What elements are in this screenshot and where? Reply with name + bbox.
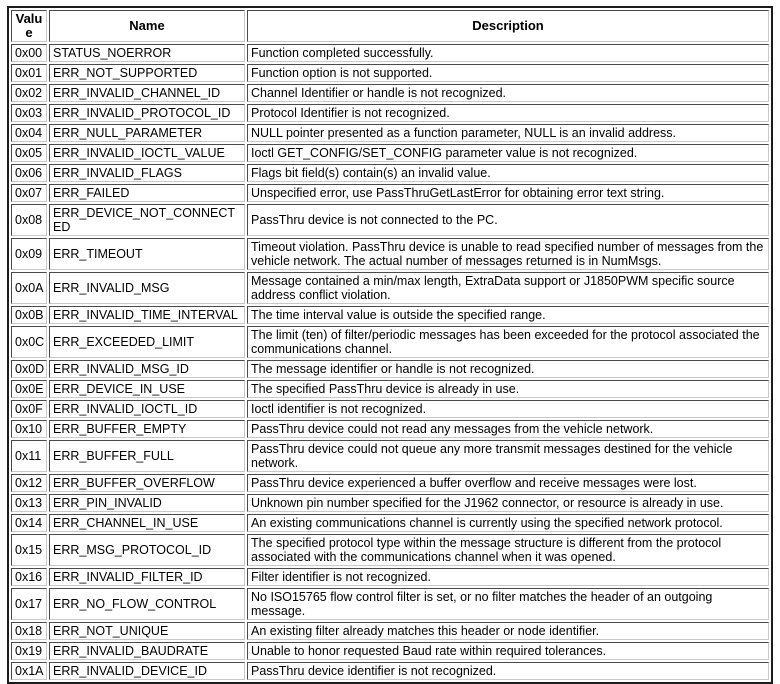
- cell-description: Function completed successfully.: [247, 44, 769, 62]
- column-header-description: Description: [247, 10, 769, 42]
- cell-description: PassThru device is not connected to the PC.: [247, 204, 769, 236]
- table-row: [11, 400, 769, 418]
- cell-description: PassThru device could not read any messages from the vehicle network.: [247, 420, 769, 438]
- cell-value: 0x0D: [11, 360, 47, 378]
- table-row: [11, 238, 769, 270]
- table-row: [11, 184, 769, 202]
- table-row: [11, 124, 769, 142]
- cell-name: ERR_DEVICE_IN_USE: [49, 380, 245, 398]
- table-row: [11, 568, 769, 586]
- cell-description: Protocol Identifier is not recognized.: [247, 104, 769, 122]
- cell-description: NULL pointer presented as a function parameter, NULL is an invalid address.: [247, 124, 769, 142]
- cell-description: PassThru device identifier is not recognized.: [247, 662, 769, 680]
- cell-value: 0x0A: [11, 272, 47, 304]
- cell-value: 0x17: [11, 588, 47, 620]
- cell-value: 0x07: [11, 184, 47, 202]
- cell-value: 0x10: [11, 420, 47, 438]
- cell-name: ERR_BUFFER_EMPTY: [49, 420, 245, 438]
- cell-name: ERR_NULL_PARAMETER: [49, 124, 245, 142]
- cell-description: Channel Identifier or handle is not recognized.: [247, 84, 769, 102]
- cell-value: 0x1A: [11, 662, 47, 680]
- cell-description: An existing communications channel is currently using the specified network protocol.: [247, 514, 769, 532]
- error-code-table: [7, 6, 773, 684]
- table-row: [11, 44, 769, 62]
- table-row: [11, 306, 769, 324]
- cell-description: An existing filter already matches this header or node identifier.: [247, 622, 769, 640]
- cell-description: Unknown pin number specified for the J1962 connector, or resource is already in use.: [247, 494, 769, 512]
- cell-description: Timeout violation. PassThru device is unable to read specified number of messages from the vehicle network. The actual number of messages returned is in NumMsgs.: [247, 238, 769, 270]
- header-row: [11, 10, 769, 42]
- column-header-name: Name: [49, 10, 245, 42]
- table-row: [11, 474, 769, 492]
- cell-description: No ISO15765 flow control filter is set, or no filter matches the header of an outgoing message.: [247, 588, 769, 620]
- cell-name: STATUS_NOERROR: [49, 44, 245, 62]
- cell-description: Unspecified error, use PassThruGetLastError for obtaining error text string.: [247, 184, 769, 202]
- table-row: [11, 642, 769, 660]
- cell-name: ERR_MSG_PROTOCOL_ID: [49, 534, 245, 566]
- cell-description: Filter identifier is not recognized.: [247, 568, 769, 586]
- cell-description: Ioctl GET_CONFIG/SET_CONFIG parameter value is not recognized.: [247, 144, 769, 162]
- cell-value: 0x14: [11, 514, 47, 532]
- cell-name: ERR_NOT_SUPPORTED: [49, 64, 245, 82]
- cell-name: ERR_INVALID_MSG_ID: [49, 360, 245, 378]
- table-row: [11, 84, 769, 102]
- cell-description: Function option is not supported.: [247, 64, 769, 82]
- cell-value: 0x03: [11, 104, 47, 122]
- table-row: [11, 104, 769, 122]
- table-row: [11, 420, 769, 438]
- cell-name: ERR_INVALID_FILTER_ID: [49, 568, 245, 586]
- cell-description: Unable to honor requested Baud rate within required tolerances.: [247, 642, 769, 660]
- cell-description: The limit (ten) of filter/periodic messages has been exceeded for the protocol associated the communications channel.: [247, 326, 769, 358]
- table-row: [11, 662, 769, 680]
- cell-value: 0x12: [11, 474, 47, 492]
- cell-description: The specified protocol type within the message structure is different from the protocol associated with the communications channel when it was opened.: [247, 534, 769, 566]
- cell-name: ERR_NO_FLOW_CONTROL: [49, 588, 245, 620]
- cell-value: 0x00: [11, 44, 47, 62]
- cell-value: 0x19: [11, 642, 47, 660]
- cell-description: The message identifier or handle is not recognized.: [247, 360, 769, 378]
- table-row: [11, 494, 769, 512]
- cell-value: 0x0C: [11, 326, 47, 358]
- cell-value: 0x11: [11, 440, 47, 472]
- cell-name: ERR_EXCEEDED_LIMIT: [49, 326, 245, 358]
- cell-name: ERR_BUFFER_OVERFLOW: [49, 474, 245, 492]
- cell-name: ERR_BUFFER_FULL: [49, 440, 245, 472]
- cell-description: The specified PassThru device is already in use.: [247, 380, 769, 398]
- cell-value: 0x08: [11, 204, 47, 236]
- table-row: [11, 360, 769, 378]
- cell-description: Ioctl identifier is not recognized.: [247, 400, 769, 418]
- cell-description: The time interval value is outside the specified range.: [247, 306, 769, 324]
- cell-value: 0x13: [11, 494, 47, 512]
- cell-value: 0x04: [11, 124, 47, 142]
- cell-name: ERR_TIMEOUT: [49, 238, 245, 270]
- cell-value: 0x06: [11, 164, 47, 182]
- table-row: [11, 64, 769, 82]
- cell-name: ERR_NOT_UNIQUE: [49, 622, 245, 640]
- cell-name: ERR_DEVICE_NOT_CONNECTED: [49, 204, 245, 236]
- cell-value: 0x09: [11, 238, 47, 270]
- table-row: [11, 380, 769, 398]
- cell-description: Message contained a min/max length, ExtraData support or J1850PWM specific source address conflict violation.: [247, 272, 769, 304]
- cell-name: ERR_FAILED: [49, 184, 245, 202]
- table-row: [11, 272, 769, 304]
- cell-value: 0x0B: [11, 306, 47, 324]
- cell-name: ERR_INVALID_BAUDRATE: [49, 642, 245, 660]
- cell-name: ERR_INVALID_TIME_INTERVAL: [49, 306, 245, 324]
- cell-value: 0x0E: [11, 380, 47, 398]
- cell-name: ERR_CHANNEL_IN_USE: [49, 514, 245, 532]
- cell-description: PassThru device experienced a buffer overflow and receive messages were lost.: [247, 474, 769, 492]
- column-header-value: Value: [11, 10, 47, 42]
- cell-value: 0x0F: [11, 400, 47, 418]
- cell-value: 0x01: [11, 64, 47, 82]
- cell-name: ERR_INVALID_CHANNEL_ID: [49, 84, 245, 102]
- cell-name: ERR_INVALID_IOCTL_VALUE: [49, 144, 245, 162]
- table-body: [11, 44, 769, 680]
- cell-value: 0x02: [11, 84, 47, 102]
- cell-name: ERR_INVALID_MSG: [49, 272, 245, 304]
- table-row: [11, 534, 769, 566]
- cell-value: 0x18: [11, 622, 47, 640]
- table-row: [11, 514, 769, 532]
- cell-description: Flags bit field(s) contain(s) an invalid value.: [247, 164, 769, 182]
- cell-value: 0x16: [11, 568, 47, 586]
- cell-name: ERR_INVALID_FLAGS: [49, 164, 245, 182]
- cell-description: PassThru device could not queue any more transmit messages destined for the vehicle network.: [247, 440, 769, 472]
- cell-value: 0x15: [11, 534, 47, 566]
- table-row: [11, 622, 769, 640]
- cell-name: ERR_INVALID_DEVICE_ID: [49, 662, 245, 680]
- table-row: [11, 204, 769, 236]
- table-row: [11, 326, 769, 358]
- table-row: [11, 144, 769, 162]
- table-row: [11, 588, 769, 620]
- cell-name: ERR_INVALID_IOCTL_ID: [49, 400, 245, 418]
- cell-name: ERR_PIN_INVALID: [49, 494, 245, 512]
- table-row: [11, 164, 769, 182]
- table-row: [11, 440, 769, 472]
- cell-value: 0x05: [11, 144, 47, 162]
- cell-name: ERR_INVALID_PROTOCOL_ID: [49, 104, 245, 122]
